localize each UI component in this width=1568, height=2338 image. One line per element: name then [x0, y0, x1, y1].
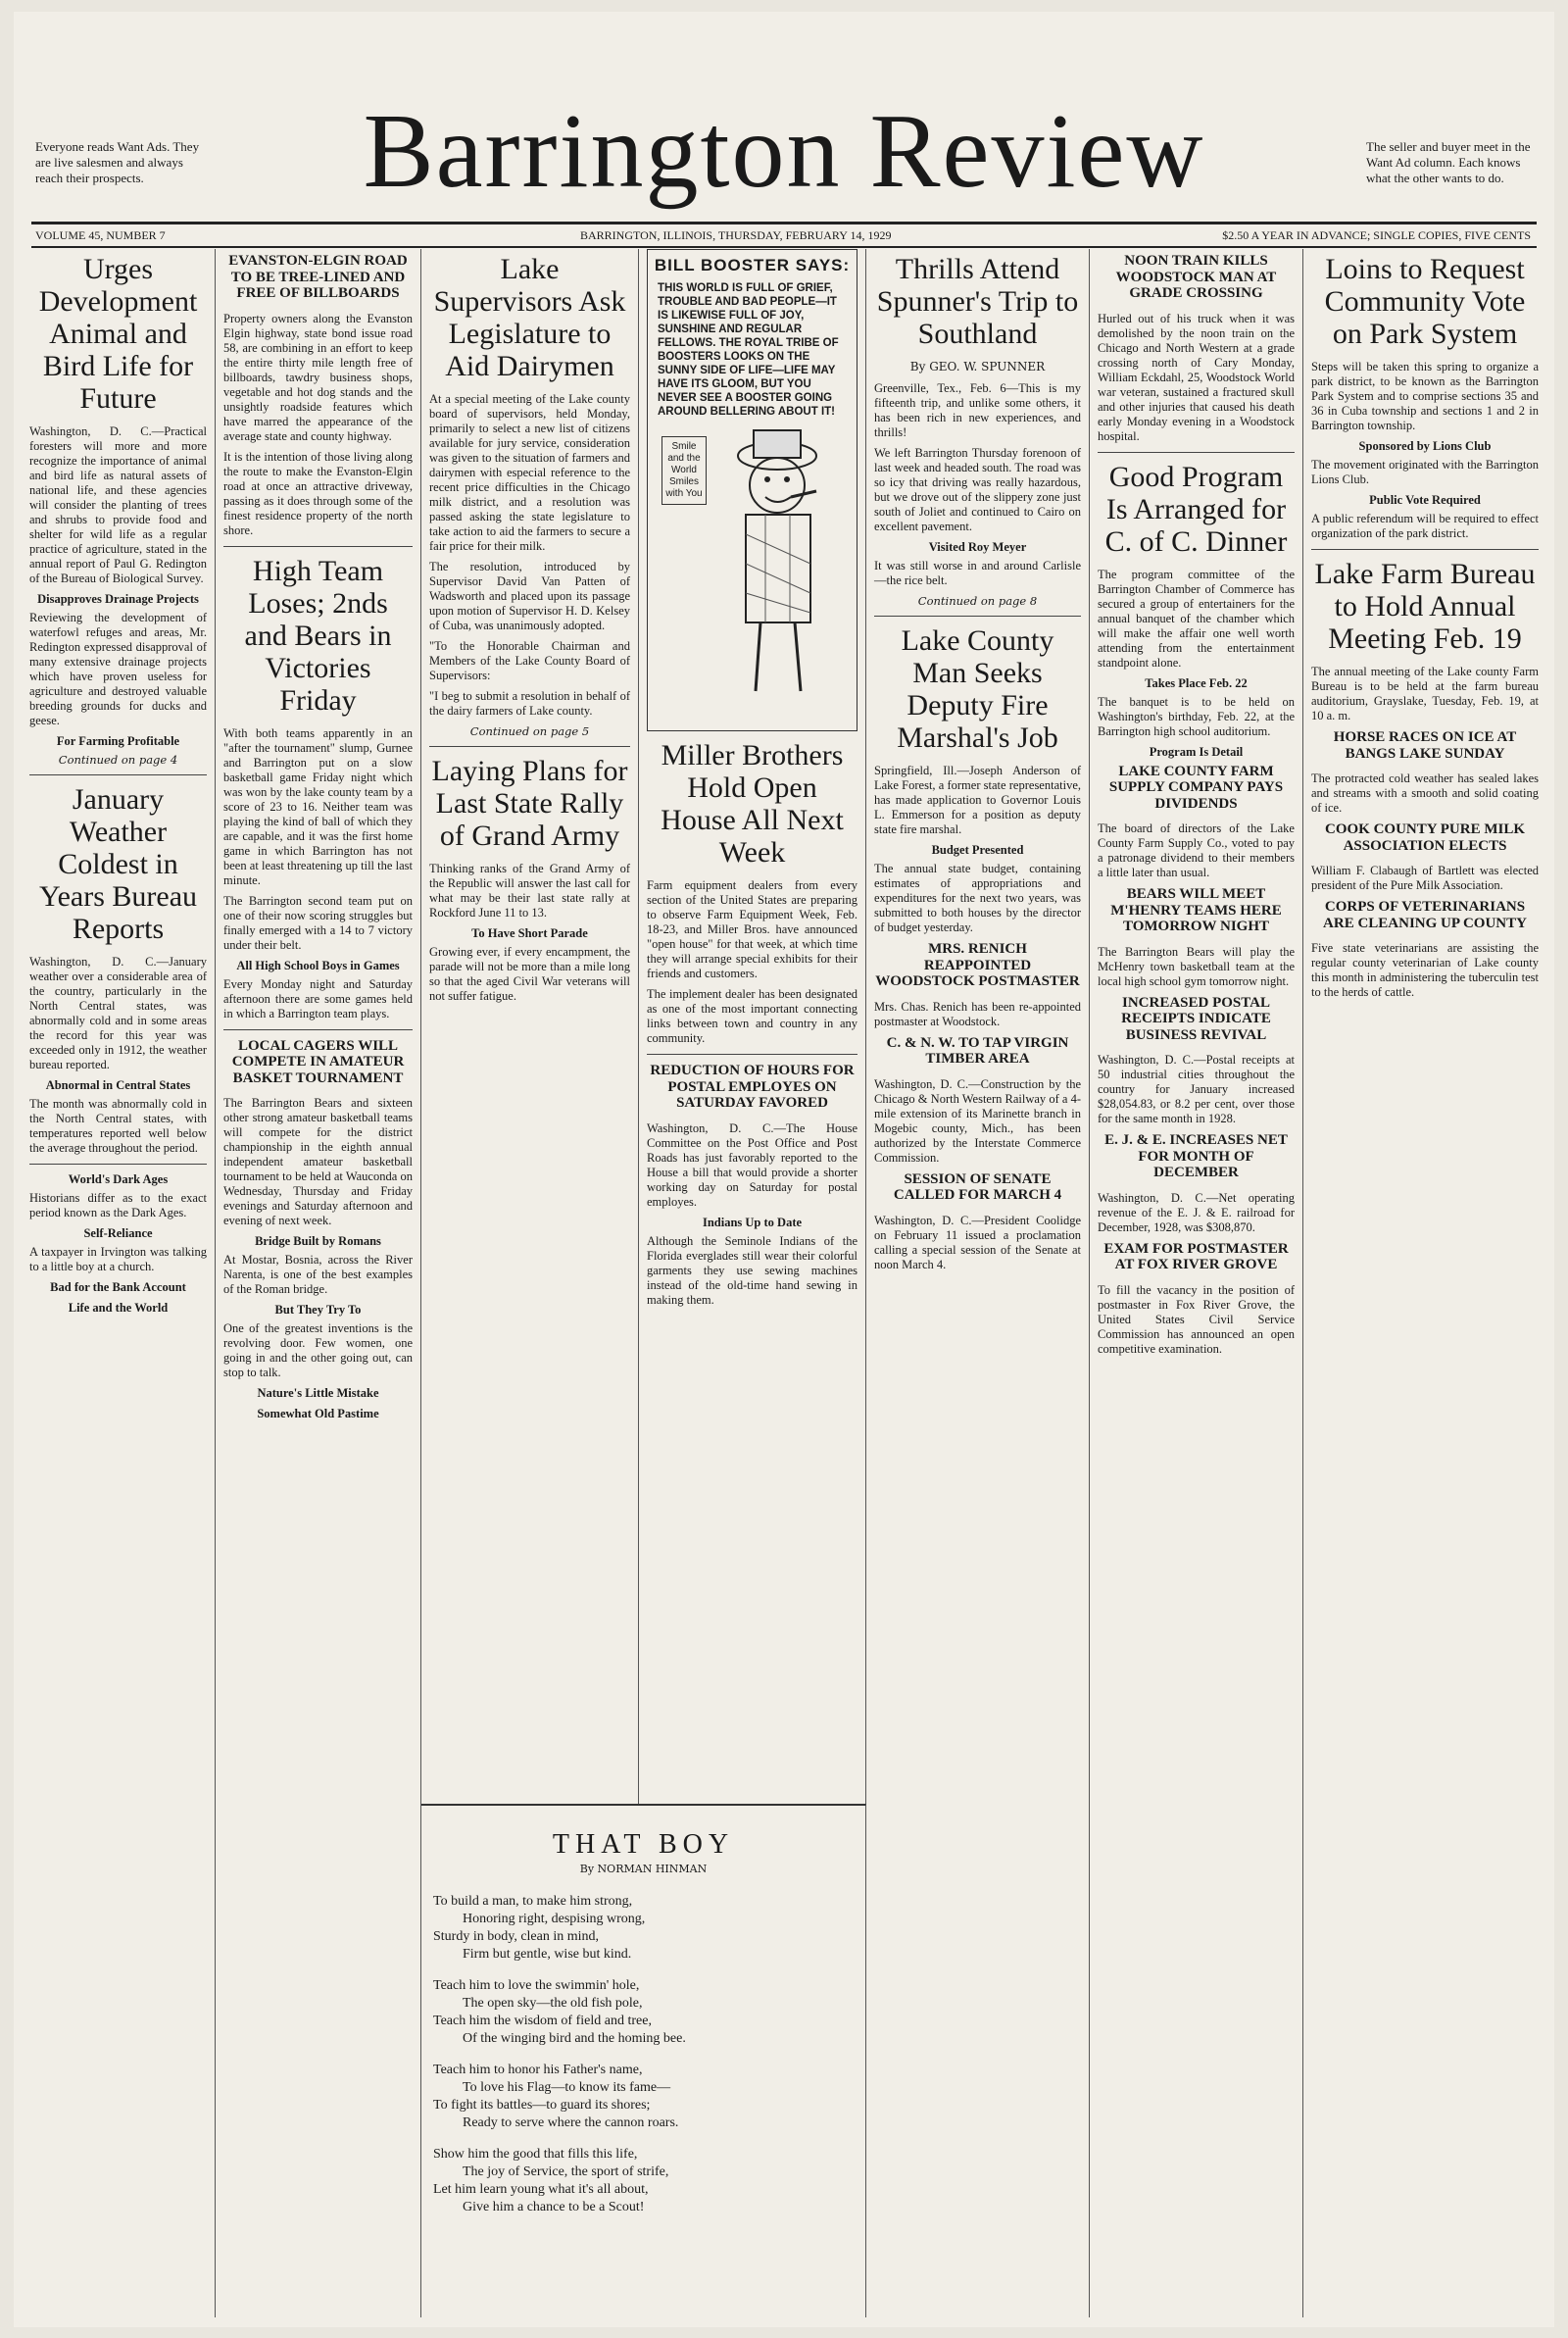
poem-line: To love his Flag—to know its fame—	[463, 2080, 671, 2095]
article-text: Thinking ranks of the Grand Army of the Republic will answer the last call for what may be their last state rally at Rockford June 11 to 13.	[429, 862, 630, 920]
article-text: We left Barrington Thursday forenoon of last week and headed south. The road was so icy that driving was really hazardous, but we drove out of the slippery zone just south of Joliet and continued to Cairo on excellent pavement.	[874, 446, 1081, 533]
column-7	[1303, 249, 1546, 2317]
divider	[647, 1054, 858, 1055]
subhead: Bridge Built by Romans	[255, 1234, 381, 1248]
continued-note: Continued on page 4	[58, 753, 178, 767]
poem-line: The joy of Service, the sport of strife,	[463, 2164, 669, 2179]
article-text: Historians differ as to the exact period known as the Dark Ages.	[29, 1191, 207, 1219]
subhead: Sponsored by Lions Club	[1358, 439, 1492, 453]
headline-road: EVANSTON-ELGIN ROAD TO BE TREE-LINED AND FREE OF BILLBOARDS	[228, 253, 408, 301]
left-ear-notice: Everyone reads Want Ads. They are live salesmen and always reach their prospects.	[35, 139, 200, 185]
headline-veterinarians: CORPS OF VETERINARIANS ARE CLEANING UP COUNTY	[1323, 899, 1527, 931]
article-text: At a special meeting of the Lake county board of supervisors, held Monday, primarily to select a new list of citizens available for jury service, consideration was given to the situation of farmers and dairymen with especial reference to the recent price difficulties in the Chicago milk district, and a resolution was passed asking the state legislature to take action to aid the farmers to secure a fair price for their milk.	[429, 392, 630, 553]
article-text: Although the Seminole Indians of the Florida everglades still wear their colorful garments they use sewing machines instead of the old-time hand sewing in making them.	[647, 1233, 858, 1307]
newspaper-nameplate: Barrington Review	[363, 93, 1205, 210]
column-2	[216, 249, 421, 2317]
booster-cartoon-illustration	[707, 417, 854, 711]
article-text: Greenville, Tex., Feb. 6—This is my fifteenth trip, and unlike some others, it has been rich in new experiences, and thrills!	[874, 381, 1081, 439]
headline-postmaster-exam: EXAM FOR POSTMASTER AT FOX RIVER GROVE	[1103, 1240, 1289, 1272]
booster-sign: Smile and the World Smiles with You	[662, 436, 707, 505]
headline-renich: MRS. RENICH REAPPOINTED WOODSTOCK POSTMASTER	[875, 941, 1080, 989]
article-text: The movement originated with the Barrington Lions Club.	[1311, 458, 1539, 486]
booster-quote: THIS WORLD IS FULL OF GRIEF, TROUBLE AND BAD PEOPLE—IT IS LIKEWISE FULL OF JOY, SUNSHINE AND REGULAR FELLOWS. THE ROYAL TRIBE OF BOOSTERS LOOKS ON THE SUNNY SIDE OF LIFE—LIFE MAY HAVE ITS GLOOM, BUT YOU NEVER SEE A BOOSTER GOING AROUND BELLERING ABOUT IT!	[658, 282, 839, 418]
headline-park-system: Loins to Request Community Vote on Park System	[1324, 253, 1526, 350]
article-text: The banquet is to be held on Washington's birthday, Feb. 22, at the Barrington high school auditorium.	[1098, 694, 1295, 738]
poem-line: Teach him the wisdom of field and tree,	[433, 2014, 652, 2028]
article-text: The Barrington Bears will play the McHenry town basketball team at the local high school gym tomorrow night.	[1098, 944, 1295, 988]
headline-cagers: LOCAL CAGERS WILL COMPETE IN AMATEUR BASKET TOURNAMENT	[231, 1037, 405, 1086]
poem-byline: By NORMAN HINMAN	[579, 1863, 708, 1875]
subscription-price: $2.50 A YEAR IN ADVANCE; SINGLE COPIES, FIVE CENTS	[1222, 228, 1531, 242]
poem-line: Give him a chance to be a Scout!	[463, 2200, 645, 2214]
article-text: Washington, D. C.—The House Committee on the Post Office and Post Roads has just favorably reported to the House a bill that would provide a shorter working day on Saturday for postal employes.	[647, 1120, 858, 1209]
booster-title: BILL BOOSTER SAYS:	[654, 256, 851, 274]
subhead: Nature's Little Mistake	[257, 1386, 379, 1400]
article-text: Washington, D. C.—Practical foresters will more and more recognize the importance of animal and bird life as natural assets of national life, and these agencies will consider the planting of trees and shrubs to provide food and shelter for wild life as a regular practice of agriculture, stated in the annual report of Paul G. Redington of the Bureau of Biological Survey.	[29, 424, 207, 585]
article-text: "To the Honorable Chairman and Members of the Lake County Board of Supervisors:	[429, 639, 630, 682]
headline-farm-supply: LAKE COUNTY FARM SUPPLY COMPANY PAYS DIVIDENDS	[1108, 763, 1284, 812]
headline-timber: C. & N. W. TO TAP VIRGIN TIMBER AREA	[886, 1034, 1069, 1067]
headline-grand-army: Laying Plans for Last State Rally of Grand Army	[431, 755, 628, 852]
headline-postal-receipts: INCREASED POSTAL RECEIPTS INDICATE BUSINESS REVIVAL	[1121, 994, 1271, 1043]
poem-line: Sturdy in body, clean in mind,	[433, 1929, 600, 1944]
article-text: Washington, D. C.—January weather over a considerable area of the country, particularly in the North Central states, was abnormally cold and in some areas the record for this year was exceeded only in 1912, the weather bureau reported.	[29, 955, 207, 1071]
poem-line: To fight its battles—to guard its shores;	[433, 2098, 651, 2113]
divider	[429, 746, 630, 747]
article-text: The board of directors of the Lake County Farm Supply Co., voted to pay a patronage dividend to their members a little later than usual.	[1098, 821, 1295, 879]
headline-train: NOON TRAIN KILLS WOODSTOCK MAN AT GRADE CROSSING	[1115, 253, 1277, 301]
divider	[29, 774, 207, 775]
headline-spunner-trip: Thrills Attend Spunner's Trip to Southland	[876, 253, 1079, 350]
divider	[874, 616, 1081, 617]
subhead: Visited Roy Meyer	[928, 540, 1027, 554]
headline-miller-brothers: Miller Brothers Hold Open House All Next Week	[661, 739, 844, 869]
article-text: William F. Clabaugh of Bartlett was elected president of the Pure Milk Association.	[1311, 864, 1539, 892]
article-text: The resolution, introduced by Supervisor David Van Patten of Wadsworth and placed upon its passage upon motion of Supervisor H. D. Kelsey of Cuba, was unanimously adopted.	[429, 560, 630, 632]
article-text: One of the greatest inventions is the revolving door. Few women, one going in and the other going out, can stop to talk.	[223, 1321, 413, 1379]
article-text: It is the intention of those living along the route to make the Evanston-Elgin road at once an attractive driveway, passing as it does through some of the finest residence property of the north shore.	[223, 449, 413, 537]
headline-wildlife: Urges Development Animal and Bird Life for Future	[38, 253, 198, 415]
divider	[223, 546, 413, 547]
continued-note: Continued on page 8	[917, 594, 1038, 608]
subhead: Self-Reliance	[83, 1226, 153, 1240]
subhead: Life and the World	[68, 1301, 169, 1315]
subhead: Public Vote Required	[1369, 493, 1481, 507]
dateline-bar	[31, 222, 1537, 248]
headline-cofc-dinner: Good Program Is Arranged for C. of C. Dinner	[1104, 460, 1288, 558]
subhead: Abnormal in Central States	[45, 1078, 191, 1092]
article-text: The month was abnormally cold in the North Central states, with temperatures reported well below the average throughout the period.	[29, 1097, 207, 1155]
subhead: Somewhat Old Pastime	[257, 1407, 379, 1420]
article-text: Hurled out of his truck when it was demolished by the noon train on the Chicago and North Western at a grade crossing north of Cary Monday, William Eckdahl, 25, Woodstock World war veteran, sustained a fractured skull and other injuries that caused his death early Monday evening in a Woodstock hospital.	[1098, 311, 1295, 443]
article-text: The implement dealer has been designated as one of the most important connecting links between town and country in any community.	[647, 987, 858, 1045]
subhead: Disapproves Drainage Projects	[37, 592, 199, 606]
newspaper-page	[14, 12, 1554, 2327]
issue-date: BARRINGTON, ILLINOIS, THURSDAY, FEBRUARY 14, 1929	[580, 228, 892, 242]
article-text: Farm equipment dealers from every section of the United States are preparing to observe Farm Equipment Week, Feb. 18-23, and Miller Bros. have announced "open house" for that week, at which time they will arrange special exhibits for their friends and customers.	[647, 878, 858, 980]
headline-horse-races: HORSE RACES ON ICE AT BANGS LAKE SUNDAY	[1333, 729, 1517, 762]
article-text: It was still worse in and around Carlisle—the rice belt.	[874, 559, 1081, 587]
article-text: Washington, D. C.—Net operating revenue of the E. J. & E. railroad for December, 1928, was $308,870.	[1098, 1190, 1295, 1234]
article-text: The annual meeting of the Lake county Farm Bureau is to be held at the farm bureau auditorium, Grayslake, Tuesday, Feb. 19, at 10 a. m.	[1311, 665, 1539, 722]
headline-weather: January Weather Coldest in Years Bureau Reports	[38, 783, 198, 945]
article-text: Every Monday night and Saturday afternoon there are some games held in which a Barrington team plays.	[223, 976, 413, 1020]
subhead: Program Is Detail	[1149, 744, 1244, 759]
headline-supervisors: Lake Supervisors Ask Legislature to Aid Dairymen	[433, 253, 626, 382]
article-text: Steps will be taken this spring to organize a park district, to be known as the Barrington Park System and to comprise sections 35 and 36 in Cuba township and sections 1 and 2 in Barrington township.	[1311, 360, 1539, 432]
column-6	[1090, 249, 1303, 2317]
poem-box	[421, 1804, 866, 2317]
article-text: The Barrington Bears and sixteen other strong amateur basketball teams will compete for the district championship in the eighth annual independent amateur basketball tournament to be held at Wauconda on Wednesday, Thursday and Friday evenings and Saturday afternoon and evening of next week.	[223, 1096, 413, 1227]
continued-note: Continued on page 5	[469, 724, 590, 738]
headline-eje: E. J. & E. INCREASES NET FOR MONTH OF DECEMBER	[1104, 1132, 1288, 1180]
article-text: To fill the vacancy in the position of postmaster in Fox River Grove, the United States Civil Service Commission has announced an open competitive examination.	[1098, 1282, 1295, 1356]
headline-bears-mchenry: BEARS WILL MEET M'HENRY TEAMS HERE TOMORROW NIGHT	[1110, 886, 1282, 934]
headline-basketball: High Team Loses; 2nds and Bears in Victories Friday	[244, 554, 392, 717]
article-text: Springfield, Ill.—Joseph Anderson of Lake Forest, a former state representative, has made application to Governor Louis L. Emmerson for a position as deputy state fire marshal.	[874, 764, 1081, 836]
divider	[29, 1164, 207, 1165]
poem-line: Teach him to honor his Father's name,	[433, 2063, 643, 2077]
subhead: World's Dark Ages	[68, 1172, 169, 1186]
poem-line: To build a man, to make him strong,	[433, 1894, 633, 1909]
subhead: All High School Boys in Games	[236, 958, 400, 972]
volume-number: VOLUME 45, NUMBER 7	[35, 228, 166, 242]
poem-line: Let him learn young what it's all about,	[433, 2182, 649, 2197]
article-text: Growing ever, if every encampment, the parade will not be more than a mile long so that the aged Civil War veterans will not suffer fatigue.	[429, 945, 630, 1003]
poem-line: Ready to serve where the cannon roars.	[463, 2115, 679, 2130]
article-text: With both teams apparently in an "after the tournament" slump, Gurnee and Barrington put on a slow basketball game Friday night which was won by the lake county team by a score of 23 to 16. Neither team was playing the kind of ball of which they are capable, and it was the first home game in which Barrington has not been at least threatening up till the last minute.	[223, 725, 413, 887]
right-ear-notice: The seller and buyer meet in the Want Ad column. Each knows what the other wants to do.	[1366, 139, 1531, 185]
article-text: Washington, D. C.—President Coolidge on February 11 issued a proclamation calling a special session of the Senate at noon March 4.	[874, 1213, 1081, 1271]
article-text: At Mostar, Bosnia, across the River Narenta, is one of the best examples of the Roman bridge.	[223, 1253, 413, 1296]
subhead: But They Try To	[274, 1303, 362, 1317]
poem-line: Firm but gentle, wise but kind.	[463, 1947, 632, 1962]
subhead: Takes Place Feb. 22	[1145, 675, 1248, 690]
divider	[1311, 549, 1539, 550]
headline-postal-hours: REDUCTION OF HOURS FOR POSTAL EMPLOYES ON SATURDAY FAVORED	[650, 1063, 855, 1111]
subhead: For Farming Profitable	[56, 734, 180, 748]
headline-pure-milk: COOK COUNTY PURE MILK ASSOCIATION ELECTS	[1324, 821, 1526, 854]
headline-farm-bureau: Lake Farm Bureau to Hold Annual Meeting Feb. 19	[1314, 558, 1536, 655]
article-text: "I beg to submit a resolution in behalf of the dairy farmers of Lake county.	[429, 689, 630, 718]
article-text: Property owners along the Evanston Elgin highway, state bond issue road 58, are combining in an effort to keep the entire thirty mile length free of billboards, tawdry business shops, vegetable and hot dog stands and the unsightly roadside features which have marred the appearance of the average state and county highway.	[223, 311, 413, 443]
article-text: A public referendum will be required to effect organization of the park district.	[1311, 512, 1539, 540]
headline-senate: SESSION OF SENATE CALLED FOR MARCH 4	[893, 1170, 1062, 1203]
divider	[223, 1029, 413, 1030]
column-5	[866, 249, 1090, 2317]
poem-line: Honoring right, despising wrong,	[463, 1912, 646, 1926]
article-text: The program committee of the Barrington Chamber of Commerce has secured a group of entertainers for the annual banquet of the chamber which will make the affair one well worth attending from the entertainment standpoint alone.	[1098, 567, 1295, 670]
article-text: The protracted cold weather has sealed lakes and streams with a smooth and solid coating of ice.	[1311, 771, 1539, 815]
poem-line: Teach him to love the swimmin' hole,	[433, 1978, 640, 1993]
article-text: The Barrington second team put on one of their now scoring struggles but finally emerged with a 14 to 7 victory under their belt.	[223, 893, 413, 952]
subhead: Indians Up to Date	[702, 1215, 803, 1229]
byline: By GEO. W. SPUNNER	[909, 360, 1046, 373]
subhead: To Have Short Parade	[471, 926, 588, 940]
poem-line: Show him the good that fills this life,	[433, 2147, 638, 2162]
article-text: Reviewing the development of waterfowl refuges and areas, Mr. Redington expressed disapproval of many extensive drainage projects which have proven useless for agriculture and destroyed valuable breeding grounds for ducks and geese.	[29, 611, 207, 727]
poem-line: Of the winging bird and the homing bee.	[463, 2031, 686, 2046]
poem-line: The open sky—the old fish pole,	[463, 1996, 643, 2011]
headline-fire-marshal: Lake County Man Seeks Deputy Fire Marshal's Job	[897, 624, 1058, 754]
subhead: Bad for the Bank Account	[50, 1280, 186, 1294]
divider	[1098, 452, 1295, 453]
article-text: Washington, D. C.—Postal receipts at 50 industrial cities throughout the country for January increased $28,054.83, or 8.2 per cent, over those for the same month in 1928.	[1098, 1053, 1295, 1125]
column-1	[22, 249, 216, 2317]
article-text: The annual state budget, containing estimates of appropriations and expenditures for the next two years, was submitted to both houses by the director of budget yesterday.	[874, 862, 1081, 934]
article-text: Washington, D. C.—Construction by the Chicago & North Western Railway of a 4-mile extension of its Marinette branch in Mogebic county, Mich., has been authorized by the Interstate Commerce Commission.	[874, 1076, 1081, 1165]
poem-title: THAT BOY	[552, 1829, 735, 1860]
poem-text	[433, 1893, 854, 2216]
bill-booster-box	[647, 249, 858, 731]
article-text: A taxpayer in Irvington was talking to a little boy at a church.	[29, 1245, 207, 1273]
article-text: Five state veterinarians are assisting the regular county veterinarian of Lake county this month in administering the tuberculin test to the herds of cattle.	[1311, 941, 1539, 999]
article-text: Mrs. Chas. Renich has been re-appointed postmaster at Woodstock.	[874, 999, 1081, 1028]
subhead: Budget Presented	[931, 843, 1024, 857]
